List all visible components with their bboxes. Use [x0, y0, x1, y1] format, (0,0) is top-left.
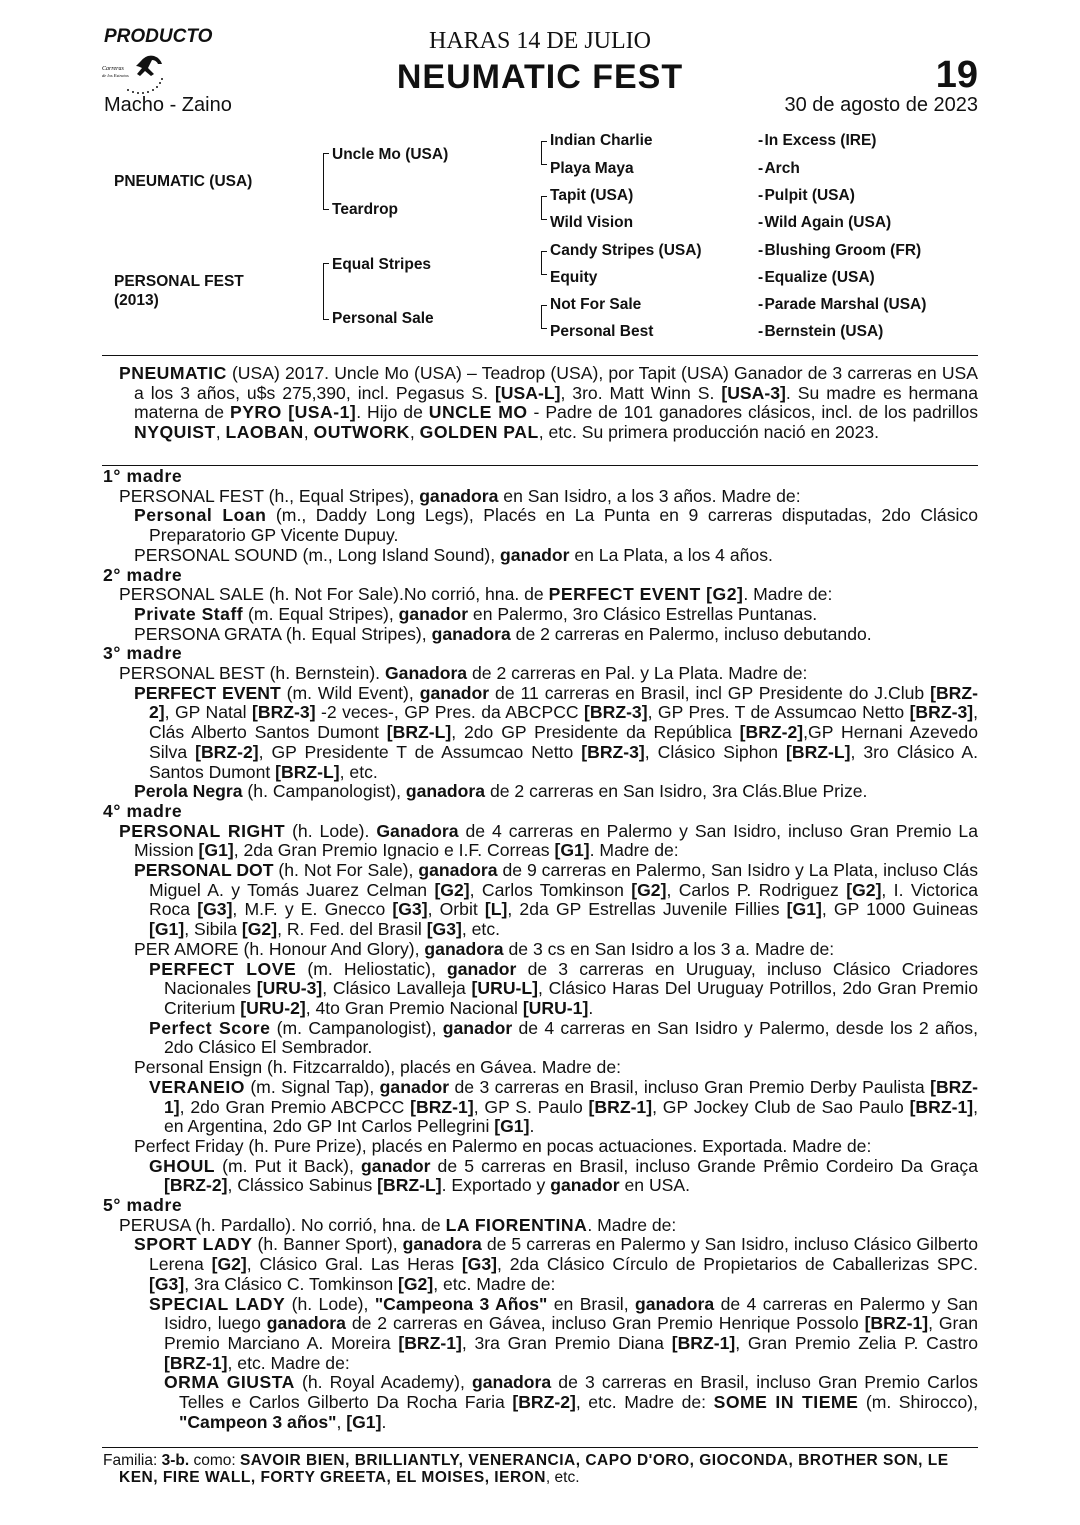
divider: [102, 465, 978, 466]
pedigree-gen4: - In Excess (IRE): [758, 132, 877, 149]
pedigree-gen2: Teardrop: [332, 201, 399, 218]
heading-3rd-dam: 3° madre: [103, 643, 183, 664]
stud-name: HARAS 14 DE JULIO: [429, 28, 651, 54]
pedigree-sire: PNEUMATIC (USA): [114, 173, 253, 190]
pedigree-gen4: - Arch: [758, 160, 800, 177]
pedigree-gen3: Candy Stripes (USA): [550, 242, 702, 259]
pedigree-gen4: - Equalize (USA): [758, 269, 875, 286]
pedigree-gen3: Equity: [550, 269, 598, 286]
sire-paragraph: PNEUMATIC (USA) 2017. Uncle Mo (USA) – Teadrop (USA), por Tapit (USA) Ganador de 3 carreras en USA a los 3 años, u$s 275,390, incl. Pegasus S. [USA-L], 3ro. Matt Winn S. [USA-3]. Su madre es hermana materna de PYRO [USA-1]. Hijo de UNCLE MO - Padre de 101 ganadores clásicos, incl. de los padrillos NYQUIST, LAOBAN, OUTWORK, GOLDEN PAL, etc. Su primera producción nació en 2023.: [119, 363, 979, 443]
pedigree-gen3: Playa Maya: [550, 160, 634, 177]
divider: [102, 355, 978, 356]
divider: [102, 1447, 978, 1448]
lot-number: 19: [935, 54, 978, 96]
family-line: Familia: 3-b. como: SAVOIR BIEN, BRILLIANTLY, VENERANCIA, CAPO D'ORO, GIOCONDA, BROTHER SON, LE KEN, FIRE WALL, FORTY GREETA, EL MOISES, IERON, etc.: [103, 1452, 949, 1486]
svg-text:Carreras: Carreras: [102, 66, 124, 72]
sex-color: Macho - Zaino: [104, 94, 232, 116]
producto-label: PRODUCTO: [104, 26, 213, 47]
pedigree-gen3: Wild Vision: [550, 214, 634, 231]
horse-name: NEUMATIC FEST: [396, 58, 684, 96]
pedigree-gen3: Personal Best: [550, 323, 654, 340]
pedigree-gen4: - Wild Again (USA): [758, 214, 892, 231]
pedigree-gen3: Indian Charlie: [550, 132, 653, 149]
pedigree-dam: PERSONAL FEST: [114, 273, 244, 290]
pedigree-gen4: - Pulpit (USA): [758, 187, 855, 204]
pedigree-gen4: - Parade Marshal (USA): [758, 296, 927, 313]
dam-lines: 1° madre PERSONAL FEST (h., Equal Stripes), ganadora en San Isidro, a los 3 años. Madre de: Personal Loan (m., Daddy Long Legs), Placés en La Punta en 9 carreras disputadas, 2do Clásico Preparatorio GP Vicente Dupuy. PERSONAL SOUND (m., Long Island Sound), ganador en La Plata, a los 4 años. 2° madre PERSONAL SALE (h. Not For Sale).No corrió, hna. de PERFECT EVENT [G2]. Madre de: Private Staff (m. Equal Stripes), ganador en Palermo, 3ro Clásico Estrellas Puntanas. PERSONA GRATA (h. Equal Stripes), ganadora de 2 carreras en Palermo, incluso debutando. 3° madre PERSONAL BEST (h. Bernstein). Ganadora de 2 carreras en Pal. y La Plata. Madre de: PERFECT EVENT (m. Wild Event), ganador de 11 carreras en Brasil, incl GP Presidente do J.Club [BRZ-2], GP Natal [BRZ-3] -2 veces-, GP Pres. da ABCPCC [BRZ-3], GP Pres. T de Assumcao Netto [BRZ-3], Clás Alberto Santos Dumont [BRZ-L], 2do GP Presidente da República [BRZ-2],GP Hernani Azevedo Silva [BRZ-2], GP Presidente T de Assumcao Netto [BRZ-3], Clásico Siphon [BRZ-L], 3ro Clásico A. Santos Dumont [BRZ-L], etc. Perola Negra (h. Campanologist), ganadora de 2 carreras en San Isidro, 3ra Clás.Blue Prize. 4° madre PERSONAL RIGHT (h. Lode). Ganadora de 4 carreras en Palermo y San Isidro, incluso Gran Premio La Mission [G1], 2da Gran Premio Ignacio e I.F. Correas [G1]. Madre de: PERSONAL DOT (h. Not For Sale), ganadora de 9 carreras en Palermo, San Isidro y La Plata, incluso Clás Miguel A. y Tomás Juarez Celman [G2], Carlos Tomkinson [G2], Carlos P. Rodriguez [G2], I. Victorica Roca [G3], M.F. y E. Gnecco [G3], Orbit [L], 2da GP Estrellas Juvenile Fillies [G1], GP 1000 Guineas [G1], Sibila [G2], R. Fed. del Brasil [G3], etc. PER AMORE (h. Honour And Glory), ganadora de 3 cs en San Isidro a los 3 a. Madre de: PERFECT LOVE (m. Heliostatic), ganador de 3 carreras en Uruguay, incluso Clásico Criadores Nacionales [URU-3], Clásico Lavalleja [URU-L], Clásico Haras Del Uruguay Potrillos, 2do Gran Premio Criterium [URU-2], 4to Gran Premio Nacional [URU-1]. Perfect Score (m. Campanologist), ganador de 4 carreras en San Isidro y Palermo, desde los 2 años, 2do Clásico El Sembrador. Personal Ensign (h. Fitzcarraldo), placés en Gávea. Madre de: VERANEIO (m. Signal Tap), ganador de 3 carreras en Brasil, incluso Gran Premio Derby Paulista [BRZ-1], 2do Gran Premio ABCPCC [BRZ-1], GP S. Paulo [BRZ-1], GP Jockey Club de Sao Paulo [BRZ-1], en Argentina, 2do GP Int Carlos Pellegrini [G1]. Perfect Friday (h. Pure Prize), placés en Palermo en pocas actuaciones. Exportada. Madre de: GHOUL (m. Put it Back), ganador de 5 carreras en Brasil, incluso Grande Prêmio Cordeiro Da Graça [BRZ-2], Clássico Sabinus [BRZ-L]. Exportado y ganador en USA. 5° madre PERUSA (h. Pardallo). No corrió, hna. de LA FIORENTINA. Madre de: SPORT LADY (h. Banner Sport), ganadora de 5 carreras en Palermo y San Isidro, incluso Clásico Gilberto Lerena [G2], Clásico Gral. Las Heras [G3], 2da Clásico Círculo de Propietarios de Caballerizas SPC. [G3], 3ra Clásico C. Tomkinson [G2], etc. Madre de: SPECIAL LADY (h. Lode), "Campeona 3 Años" en Brasil, ganadora de 4 carreras en Palermo y San Isidro, luego ganadora de 2 carreras en Gávea, incluso Gran Premio Henrique Possolo [BRZ-1], Gran Premio Marciano A. Moreira [BRZ-1], 3ra Gran Premio Diana [BRZ-1], Gran Premio Zelia P. Castro [BRZ-1], etc. Madre de: ORMA GIUSTA (h. Royal Academy), ganadora de 3 carreras en Brasil, incluso Gran Premio Carlos Telles e Carlos Gilberto Da Rocha Faria [BRZ-2], etc. Madre de: SOME IN TIEME (m. Shirocco), "Campeon 3 años", [G1].: [103, 466, 979, 1432]
heading-5th-dam: 5° madre: [103, 1195, 183, 1216]
heading-4th-dam: 4° madre: [103, 800, 183, 821]
pedigree-gen4: - Blushing Groom (FR): [758, 242, 922, 259]
heading-2nd-dam: 2° madre: [103, 564, 183, 585]
catalog-body: [103, 364, 978, 443]
sale-date: 30 de agosto de 2023: [784, 94, 978, 116]
pedigree-dam-year: (2013): [114, 292, 159, 309]
pedigree-gen2: Uncle Mo (USA): [332, 146, 449, 163]
pedigree-gen4: - Bernstein (USA): [758, 323, 884, 340]
pedigree-gen2: Personal Sale: [332, 310, 434, 327]
pedigree-gen2: Equal Stripes: [332, 256, 432, 273]
svg-text:de los Estratos: de los Estratos: [102, 73, 129, 78]
pedigree-gen3: Tapit (USA): [550, 187, 634, 204]
heading-1st-dam: 1° madre: [103, 466, 183, 486]
pedigree-gen3: Not For Sale: [550, 296, 642, 313]
